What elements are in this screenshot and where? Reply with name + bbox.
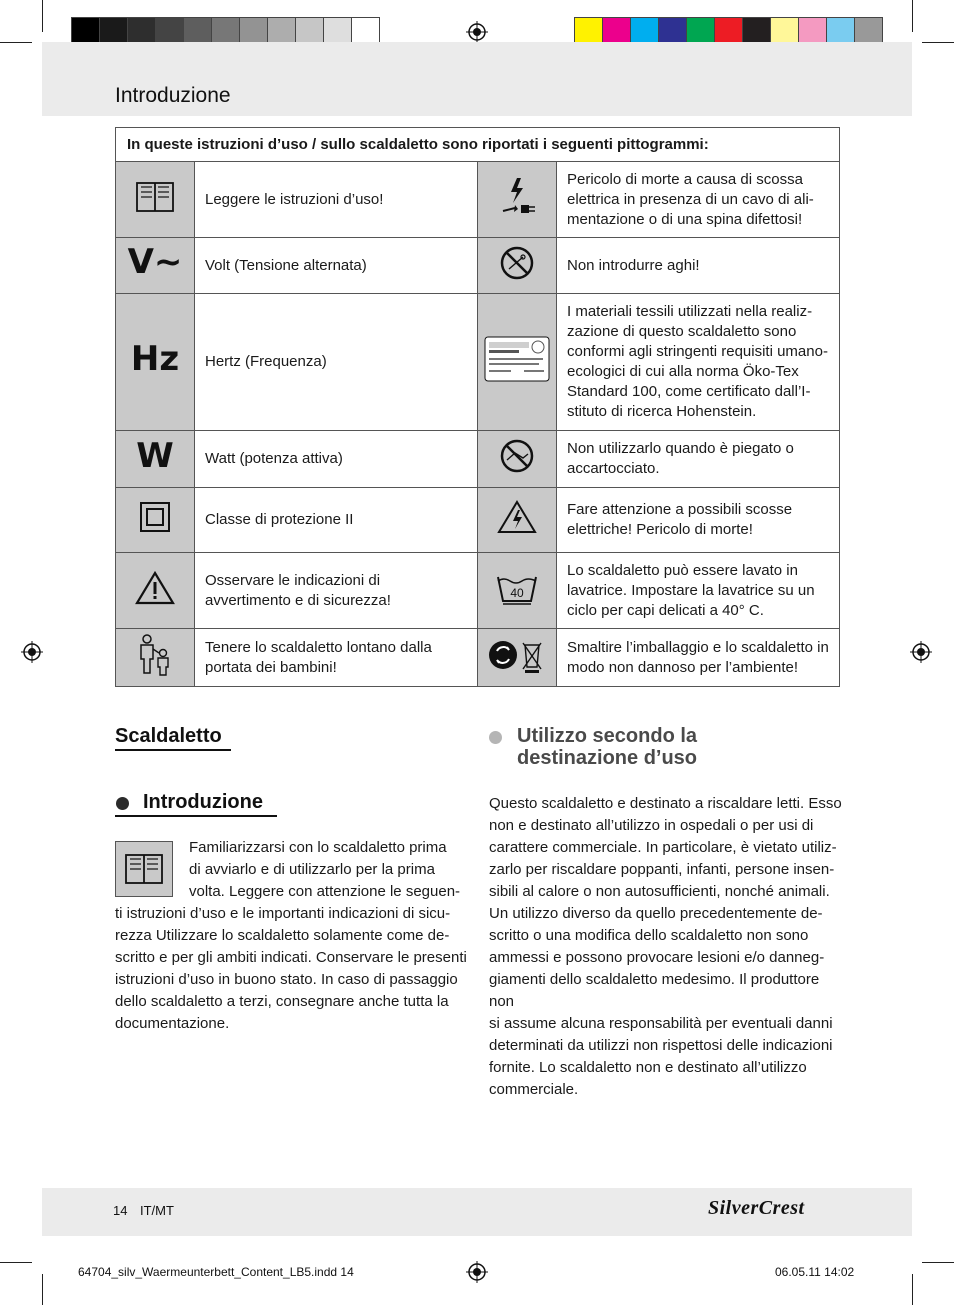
book-icon bbox=[115, 841, 173, 897]
recycle-disposal-icon bbox=[478, 629, 557, 687]
intended-use-paragraph bbox=[489, 793, 844, 1101]
pictogram-description: Classe di protezione II bbox=[195, 488, 478, 553]
table-row bbox=[116, 629, 840, 687]
text-line: Familiarizzarsi con lo scaldaletto prima bbox=[189, 839, 447, 856]
text-line: rezza Utilizzare lo scaldaletto solamente come de- bbox=[115, 927, 450, 944]
text-line: giamenti dello scaldaletto medesimo. Il produttore non bbox=[489, 971, 820, 1010]
text-line: istruzioni d’uso in buono stato. In caso di passaggio bbox=[115, 971, 458, 988]
text-line: di avviarlo e di utilizzarlo per la prima bbox=[189, 861, 435, 878]
watt-symbol-text: W bbox=[136, 435, 174, 476]
pictogram-table bbox=[115, 127, 840, 687]
bullet-dot bbox=[116, 797, 129, 810]
intro-paragraph-wrapped bbox=[189, 837, 469, 903]
subsection-heading: Introduzione bbox=[143, 791, 263, 813]
text-line: scritto o una modifica dello scaldaletto non sono bbox=[489, 927, 809, 944]
text-line: scritto e per gli ambiti indicati. Conservare le presenti bbox=[115, 949, 467, 966]
heading-underline bbox=[115, 749, 231, 751]
pictogram-description: Tenere lo scaldaletto lontano dalla portata dei bambini! bbox=[195, 629, 478, 687]
table-caption: In queste istruzioni d’uso / sullo scaldaletto sono riportati i seguenti pittogrammi: bbox=[116, 128, 840, 162]
pictogram-description: Non utilizzarlo quando è piegato o accartocciato. bbox=[557, 431, 840, 488]
pictogram-description: Fare attenzione a possibili scosse elettriche! Pericolo di morte! bbox=[557, 488, 840, 553]
text-line: ti istruzioni d’uso e le importanti indicazioni di sicu- bbox=[115, 905, 451, 922]
text-line: Un utilizzo diverso da quello precedentemente de- bbox=[489, 905, 823, 922]
page-title: Introduzione bbox=[115, 84, 231, 107]
wash-40-icon bbox=[478, 553, 557, 629]
electric-hazard-cable-icon bbox=[478, 162, 557, 238]
protection-class-2-icon bbox=[116, 488, 195, 553]
intro-paragraph bbox=[115, 903, 470, 1035]
text-line: determinati da utilizzi non rispettosi delle indicazioni bbox=[489, 1037, 833, 1054]
registration-mark-icon bbox=[910, 641, 932, 663]
volt-symbol-text: V~ bbox=[127, 242, 183, 282]
crop-mark bbox=[0, 1262, 32, 1263]
heading-underline bbox=[115, 815, 277, 817]
date-slug: 06.05.11 14:02 bbox=[775, 1265, 855, 1279]
table-row bbox=[116, 238, 840, 294]
crop-mark bbox=[912, 1274, 913, 1305]
registration-mark-icon bbox=[466, 21, 488, 43]
text-line: non e destinato all’utilizzo in ospedali o per usi di bbox=[489, 817, 814, 834]
oeko-tex-label bbox=[478, 294, 557, 431]
wash-temperature-label: 40 bbox=[510, 585, 524, 600]
volt-symbol bbox=[116, 238, 195, 294]
text-line: documentazione. bbox=[115, 1015, 230, 1032]
brand-logo: SilverCrest bbox=[708, 1197, 805, 1219]
text-line: zarlo per riscaldare poppanti, infanti, persone insen- bbox=[489, 861, 835, 878]
pictogram-description: Non introdurre aghi! bbox=[557, 238, 840, 294]
text-line: sibili al calore o non autosufficienti, nonché animali. bbox=[489, 883, 830, 900]
table-row bbox=[116, 553, 840, 629]
registration-mark-icon bbox=[466, 1261, 488, 1283]
pictogram-description: Leggere le istruzioni d’uso! bbox=[195, 162, 478, 238]
section-heading: Scaldaletto bbox=[115, 725, 222, 747]
hertz-symbol bbox=[116, 294, 195, 431]
heading-line: Utilizzo secondo la bbox=[517, 725, 698, 747]
shock-warning-icon bbox=[478, 488, 557, 553]
subsection-heading bbox=[517, 725, 697, 769]
pictogram-description: Osservare le indicazioni di avvertimento e di sicurezza! bbox=[195, 553, 478, 629]
registration-mark-icon bbox=[21, 641, 43, 663]
table-header-row bbox=[116, 128, 840, 162]
heading-line: destinazione d’uso bbox=[517, 747, 698, 769]
pictogram-description: Pericolo di morte a causa di scossa elettrica in presenza di un cavo di ali-mentazione o di una spina difettosi! bbox=[557, 162, 840, 238]
text-line: commerciale. bbox=[489, 1081, 579, 1098]
text-line: dello scaldaletto a terzi, consegnare anche tutta la bbox=[115, 993, 449, 1010]
table-row bbox=[116, 294, 840, 431]
table-row bbox=[116, 431, 840, 488]
warning-triangle-icon bbox=[116, 553, 195, 629]
no-needles-icon bbox=[478, 238, 557, 294]
text-line: volta. Leggere con attenzione le seguen- bbox=[189, 883, 461, 900]
pictogram-description: Watt (potenza attiva) bbox=[195, 431, 478, 488]
text-line: Questo scaldaletto e destinato a riscaldare letti. Esso bbox=[489, 795, 842, 812]
file-slug: 64704_silv_Waermeunterbett_Content_LB5.indd 14 bbox=[78, 1265, 354, 1279]
text-line: si assume alcuna responsabilità per eventuali danni bbox=[489, 1015, 833, 1032]
crop-mark bbox=[42, 0, 43, 32]
pictogram-description: Hertz (Frequenza) bbox=[195, 294, 478, 431]
no-folding-icon bbox=[478, 431, 557, 488]
crop-mark bbox=[922, 42, 954, 43]
table-row bbox=[116, 488, 840, 553]
language-code: IT/MT bbox=[140, 1203, 174, 1218]
crop-mark bbox=[42, 1274, 43, 1305]
hertz-symbol-text: Hz bbox=[130, 338, 180, 379]
text-line: ammessi e possono provocare lesioni e/o danneg- bbox=[489, 949, 825, 966]
bullet-dot bbox=[489, 731, 502, 744]
text-line: fornite. Lo scaldaletto non e destinato all’utilizzo bbox=[489, 1059, 807, 1076]
crop-mark bbox=[912, 0, 913, 32]
crop-mark bbox=[922, 1262, 954, 1263]
watt-symbol bbox=[116, 431, 195, 488]
keep-away-children-icon bbox=[116, 629, 195, 687]
pictogram-description: Smaltire l’imballaggio e lo scaldaletto in modo non dannoso per l’ambiente! bbox=[557, 629, 840, 687]
table-row bbox=[116, 162, 840, 238]
text-line: carattere commerciale. In particolare, è vietato utiliz- bbox=[489, 839, 837, 856]
crop-mark bbox=[0, 42, 32, 43]
pictogram-description: I materiali tessili utilizzati nella realiz-zazione di questo scaldaletto sono conformi agli stringenti requisiti umano-ecologici di cui alla norma Öko-Tex Standard 100, come certificato dall’I-stituto di ricerca Hohenstein. bbox=[557, 294, 840, 431]
page-number: 14 bbox=[113, 1203, 128, 1218]
pictogram-description: Volt (Tensione alternata) bbox=[195, 238, 478, 294]
pictogram-description: Lo scaldaletto può essere lavato in lavatrice. Impostare la lavatrice su un ciclo per capi delicati a 40° C. bbox=[557, 553, 840, 629]
book-icon bbox=[116, 162, 195, 238]
